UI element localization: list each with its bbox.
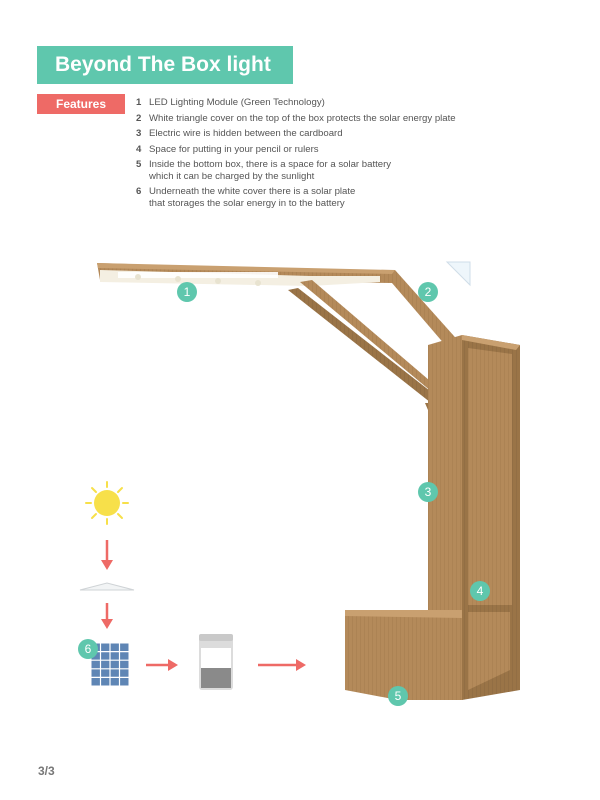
marker-5 — [388, 686, 408, 706]
arrow-right-icon — [146, 659, 178, 671]
arrow-down-icon — [101, 540, 113, 570]
battery-icon — [199, 634, 233, 690]
feature-number: 4 — [136, 143, 142, 155]
marker-label: 3 — [424, 485, 432, 499]
marker-2 — [418, 282, 438, 302]
page-title: Beyond The Box light — [37, 46, 293, 84]
marker-6 — [78, 639, 98, 659]
feature-number: 5 — [136, 159, 142, 170]
marker-label: 5 — [394, 689, 402, 703]
feature-number: 6 — [136, 186, 142, 197]
features-badge: Features — [37, 94, 125, 114]
bottom-box — [345, 605, 517, 700]
marker-1 — [177, 282, 197, 302]
marker-label: 4 — [476, 584, 484, 598]
marker-label: 6 — [84, 642, 92, 656]
feature-text: Inside the bottom box, there is a space for a solar battery which it can be charged by the sunlight — [149, 159, 392, 182]
arrow-down-icon — [101, 603, 113, 629]
feature-number: 3 — [136, 128, 142, 139]
feature-text: LED Lighting Module (Green Technology) — [149, 97, 325, 108]
marker-3 — [418, 482, 438, 502]
feature-number: 2 — [136, 112, 142, 124]
lamp-arm — [97, 263, 462, 410]
feature-text: Electric wire is hidden between the cardboard — [149, 128, 343, 139]
feature-text: Underneath the white cover there is a solar plate that storages the solar energy in to the battery — [149, 186, 356, 209]
marker-label: 1 — [183, 285, 191, 299]
feature-text: Space for putting in your pencil or rulers — [149, 143, 319, 155]
marker-label: 2 — [424, 285, 432, 299]
page-number: 3/3 — [38, 764, 55, 778]
triangle-cover-icon — [80, 583, 134, 590]
triangle-cover-icon — [447, 262, 470, 285]
sun-icon — [86, 482, 128, 524]
arrow-right-icon — [258, 659, 306, 671]
feature-number: 1 — [136, 97, 142, 108]
marker-4 — [470, 581, 490, 601]
feature-text: White triangle cover on the top of the box protects the solar energy plate — [149, 112, 456, 124]
